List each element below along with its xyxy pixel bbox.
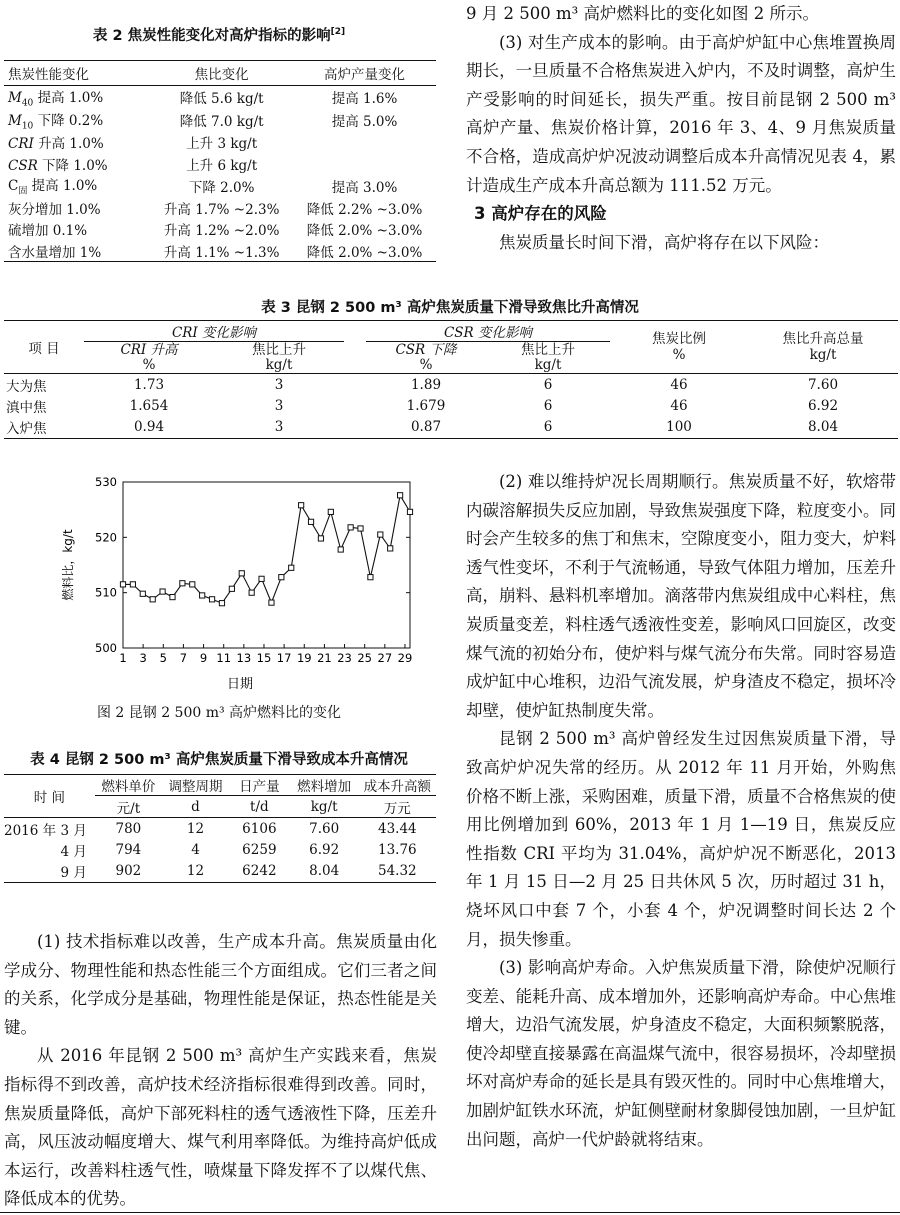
chart-xtick-label: 7: [179, 651, 188, 665]
table3-cell-csr: 0.87: [410, 419, 442, 435]
table3-cell-cri: 1.654: [129, 397, 169, 414]
table3-cell-csr: 1.89: [410, 376, 442, 393]
table3-cell-c1: 3: [274, 376, 284, 393]
chart-data-point: [249, 590, 254, 595]
chart-data-point: [140, 591, 145, 596]
chart-ytick-label: 520: [95, 530, 117, 545]
chart-ytick-label: 530: [95, 475, 117, 489]
table3-cell-total: 8.04: [807, 419, 839, 435]
chart-data-point: [150, 597, 155, 602]
table2-cell-coke: 升高 1.1% ~1.3%: [163, 244, 280, 261]
page-bottom-rule: [0, 1212, 900, 1213]
table2-cell-prop: 硫增加 0.1%: [8, 223, 88, 240]
table3-row: [4, 374, 898, 396]
chart-data-point: [388, 546, 393, 551]
table3-header-coke1: 焦比上升 kg/t: [252, 341, 306, 373]
table3-cell-name: 大为焦: [6, 378, 47, 395]
chart-data-point: [170, 594, 175, 599]
table2-cell-output: 降低 2.2% ~3.0%: [306, 201, 423, 218]
chart-data-point: [378, 532, 383, 537]
table2-cell-prop: CSR 下降 1.0%: [8, 157, 108, 174]
chart-data-point: [229, 586, 234, 591]
chart-data-point: [358, 526, 363, 531]
chart-data-point: [338, 547, 343, 552]
table3-header-cri: CRI 升高 %: [120, 341, 178, 373]
figure2-caption: 图 2 昆钢 2 500 m³ 高炉燃料比的变化: [96, 705, 342, 721]
table2-cell-output: 提高 1.6%: [331, 91, 398, 108]
left-bottom-p1: (1) 技术指标难以改善，生产成本升高。焦炭质量由化学成分、物理性能和热态性能三个方面组成。它们三者之间的关系，化学成分是基础，物理性能是保证，热态性能是关键。: [4, 932, 437, 1037]
chart-ylabel: 燃料比，kg/t: [61, 529, 75, 601]
table2-cell-coke: 降低 7.0 kg/t: [179, 114, 264, 131]
right-top-text: [466, 0, 896, 257]
chart-data-point: [289, 565, 294, 570]
table4-header-time: 时 间: [4, 775, 95, 818]
table4-cell-fuel: 7.60: [309, 820, 340, 837]
table2-row: [4, 174, 436, 197]
chart-data-point: [180, 581, 185, 586]
table3-cell-c2: 6: [543, 376, 553, 393]
section-heading: 3 高炉存在的风险: [474, 204, 607, 224]
table2: [4, 60, 436, 262]
table3-header-total: 焦比升高总量 kg/t: [748, 321, 898, 374]
right-bottom-text: [466, 468, 896, 1154]
table3-row: [4, 417, 898, 439]
chart-data-point: [200, 593, 205, 598]
chart-data-point: [299, 503, 304, 508]
table4-cell-time: 2016 年 3 月: [4, 822, 87, 839]
table2-caption: 表 2 焦炭性能变化对高炉指标的影响[2]: [92, 27, 346, 44]
table4-row: [4, 818, 436, 840]
table4-cell-period: 12: [186, 863, 205, 879]
chart-xtick-label: 3: [139, 651, 147, 665]
table3-cell-total: 7.60: [807, 376, 839, 393]
table4-cell-period: 4: [191, 841, 200, 858]
chart-xtick-label: 15: [256, 651, 272, 665]
table2-cell-prop: $M_{40}$ 提高 1.0%: [8, 90, 104, 109]
chart-data-point: [348, 525, 353, 530]
table3: [4, 320, 898, 439]
table2-row: [4, 197, 436, 219]
table4-header-period: 调整周期: [168, 779, 223, 795]
chart-xtick-label: 11: [216, 651, 232, 665]
table4-unit-cost: 万元: [359, 796, 436, 818]
table2-row: [4, 240, 436, 262]
chart-data-point: [130, 582, 135, 587]
table4: [4, 774, 436, 883]
table2-cell-coke: 降低 5.6 kg/t: [179, 91, 264, 108]
table2-cell-coke: 上升 3 kg/t: [186, 136, 258, 153]
table4-cell-fuel: 8.04: [309, 863, 340, 879]
table3-cell-cri: 0.94: [133, 419, 165, 435]
figure2-chart: [20, 470, 430, 700]
table3-group-csr: CSR 变化影响: [366, 321, 610, 342]
chart-xtick-label: 9: [199, 651, 208, 665]
table4-header-price: 燃料单价: [101, 779, 156, 795]
chart-data-point: [259, 576, 264, 581]
table3-cell-total: 6.92: [807, 397, 839, 414]
table3-header-item: 项 目: [4, 321, 84, 374]
chart-data-point: [219, 601, 224, 606]
chart-data-point: [209, 597, 214, 602]
table2-row: [4, 109, 436, 132]
table2-row: [4, 219, 436, 241]
left-bottom-p2: 从 2016 年昆钢 2 500 m³ 高炉生产实践来看，焦炭指标得不到改善，高炉技术经济指标很难得到改善。同时，焦炭质量降低，高炉下部死料柱的透气透液性下降，压差升高，风压波动幅度增大、煤气利用率降低。为维持高炉低成本运行，改善料柱透气性，喷煤量下降发挥不了以煤代焦、降低成本的优势。: [4, 1046, 437, 1209]
table2-cell-output: 提高 5.0%: [331, 114, 398, 131]
right-top-line1: 9 月 2 500 m³ 高炉燃料比的变化如图 2 所示。: [466, 4, 819, 23]
table3-cell-ratio: 46: [670, 397, 688, 414]
chart-data-point: [160, 589, 165, 594]
right-top-para3: (3) 对生产成本的影响。由于高炉炉缸中心焦堆置换周期长，一旦质量不合格焦炭进入炉内，不及时调整，高炉生产受影响的时间延长，损失严重。按目前昆钢 2 500 m³ 高炉产量、焦炭价格计算，2016 年 3、4、9 月焦炭质量不合格，造成高炉炉况波动调整后成本升高情况见表 4，累计造成生产成本升高总额为 111.52 万元。: [466, 32, 896, 195]
table4-cell-daily: 6106: [242, 820, 277, 837]
table2-cell-output: 降低 2.0% ~3.0%: [306, 223, 423, 240]
table4-cell-period: 12: [186, 820, 205, 837]
right-bottom-p2: (2) 难以维持炉况长周期顺行。焦炭质量不好，软熔带内碳溶解损失反应加剧，导致焦炭强度下降，粒度变小。同时会产生较多的焦丁和焦末，空隙度变小，阻力变大，炉料透气性变坏，不利于气流畅通，导致气体阻力增加，压差升高，崩料、悬料机率增加。滴落带内焦炭组成中心料柱，焦炭质量变差，料柱透气透液性变差，影响风口回旋区，改变煤气流的初始分布，使炉料与煤气流分布失常。同时容易造成炉缸中心堆积，边沿气流发展，炉身渣皮不稳定，损坏冷却壁，使炉缸热制度失常。: [466, 472, 896, 720]
table2-row: [4, 131, 436, 153]
table4-header-cost: 成本升高额: [363, 779, 432, 795]
table3-cell-csr: 1.679: [406, 397, 446, 414]
table3-row: [4, 395, 898, 417]
chart-data-point: [368, 575, 373, 580]
table2-cell-coke: 升高 1.2% ~2.0%: [163, 223, 280, 240]
chart-data-point: [308, 519, 313, 524]
table2-header-output: 高炉产量变化: [324, 67, 406, 83]
left-bottom-text: [4, 928, 437, 1214]
table3-group-cri: CRI 变化影响: [84, 321, 344, 342]
table4-cell-cost: 54.32: [377, 863, 417, 879]
chart-data-point: [269, 600, 274, 605]
table2-cell-coke: 下降 2.0%: [188, 179, 255, 196]
table3-cell-ratio: 100: [666, 419, 692, 435]
table3-cell-c1: 3: [274, 419, 284, 435]
chart-data-point: [120, 582, 125, 587]
table4-header-fuel: 燃料增加: [297, 779, 352, 795]
table4-header-daily: 日产量: [239, 779, 280, 795]
chart-xtick-label: 21: [317, 651, 332, 665]
table4-unit-fuel: kg/t: [290, 796, 359, 818]
table3-cell-cri: 1.73: [133, 376, 165, 393]
table4-unit-period: d: [162, 796, 229, 818]
table3-cell-c2: 6: [543, 419, 553, 435]
table2-header-coke: 焦比变化: [194, 67, 249, 83]
table2-header-prop: 焦炭性能变化: [8, 67, 89, 83]
table2-row: [4, 153, 436, 175]
table2-cell-output: 降低 2.0% ~3.0%: [306, 244, 423, 261]
table2-cell-output: [293, 131, 436, 153]
table4-cell-daily: 6259: [242, 841, 277, 858]
chart-data-point: [239, 571, 244, 576]
chart-xtick-label: 27: [377, 651, 393, 665]
table3-cell-ratio: 46: [670, 376, 688, 393]
table4-unit-price: 元/t: [95, 796, 162, 818]
table2-cell-coke: 上升 6 kg/t: [186, 157, 258, 174]
chart-xtick-label: 5: [159, 651, 167, 665]
chart-data-point: [279, 575, 284, 580]
chart-data-point: [328, 509, 333, 514]
table4-row: [4, 839, 436, 861]
right-top-intro: 焦炭质量长时间下滑，高炉将存在以下风险：: [499, 232, 829, 252]
right-bottom-p4: (3) 影响高炉寿命。入炉焦炭质量下滑，除使炉况顺行变差、能耗升高、成本增加外，还影响高炉寿命。中心焦堆增大，边沿气流发展，炉身渣皮不稳定，大面积频繁脱落，使冷却壁直接暴露在高温煤气流中，很容易损坏，冷却壁损坏对高炉寿命的延长是具有毁灭性的。同时中心焦堆增大，加剧炉缸铁水环流，炉缸侧壁耐材象脚侵蚀加剧，一旦炉缸出问题，高炉一代炉龄就将结束。: [466, 958, 896, 1149]
table4-cell-price: 780: [115, 820, 142, 837]
chart-series-line: [123, 495, 410, 603]
right-bottom-p3: 昆钢 2 500 m³ 高炉曾经发生过因焦炭质量下滑，导致高炉炉况失常的经历。从 2012 年 11 月开始，外购焦价格不断上涨，采购困难，质量下滑，质量不合格焦炭的使用比例增加到 60%，2013 年 1 月 1—19 日，焦炭反应性指数 CRI 平均为 31.04%，高炉炉况不断恶化，2013 年 1 月 15 日—2 月 25 日共休风 5 次，历时超过 31 h，烧坏风口中套 7 个，小套 4 个，炉况调整时间长达 2 个月，损失惨重。: [466, 729, 896, 949]
table4-cell-time: 4 月: [60, 843, 87, 860]
table3-header-coke2: 焦比上升 kg/t: [521, 341, 575, 373]
table4-cell-fuel: 6.92: [309, 841, 340, 858]
table2-cell-prop: CRI 升高 1.0%: [8, 136, 104, 153]
table4-cell-cost: 13.76: [377, 841, 417, 858]
table3-caption: 表 3 昆钢 2 500 m³ 高炉焦炭质量下滑导致焦比升高情况: [261, 300, 639, 316]
chart-data-point: [190, 582, 195, 587]
table2-cell-output: 提高 3.0%: [331, 179, 398, 196]
table4-unit-daily: t/d: [229, 796, 290, 818]
table3-cell-c1: 3: [274, 397, 284, 414]
table4-cell-price: 902: [115, 863, 142, 879]
chart-ytick-label: 500: [95, 641, 117, 655]
table2-cell-coke: 升高 1.7% ~2.3%: [163, 201, 280, 218]
table2-cell-output: [293, 153, 436, 175]
chart-ytick-label: 510: [95, 585, 117, 600]
chart-xtick-label: 25: [357, 651, 373, 665]
chart-xtick-label: 17: [276, 651, 292, 665]
chart-data-point: [398, 493, 403, 498]
chart-xlabel: 日期: [226, 677, 254, 692]
table2-cell-prop: 含水量增加 1%: [8, 244, 102, 261]
chart-xtick-label: 13: [236, 651, 252, 665]
table3-cell-name: 入炉焦: [6, 421, 47, 437]
table3-cell-c2: 6: [543, 397, 553, 414]
table4-cell-daily: 6242: [242, 863, 277, 879]
table2-cell-prop: 灰分增加 1.0%: [8, 201, 101, 218]
chart-xtick-label: 29: [397, 651, 413, 665]
chart-xtick-label: 23: [337, 651, 352, 665]
chart-data-point: [407, 509, 412, 514]
table4-row: [4, 861, 436, 883]
chart-plot-frame: [123, 482, 410, 648]
chart-xtick-label: 19: [296, 651, 312, 665]
table4-caption: 表 4 昆钢 2 500 m³ 高炉焦炭质量下滑导致成本升高情况: [30, 752, 408, 768]
table2-row: [4, 86, 436, 109]
table4-cell-cost: 43.44: [377, 820, 417, 837]
table4-cell-price: 794: [115, 841, 142, 858]
table2-cell-prop: $C_固$ 提高 1.0%: [8, 178, 98, 198]
table3-header-ratio: 焦炭比例 %: [610, 321, 748, 374]
table3-header-csr: CSR 下降 %: [395, 341, 457, 373]
table2-cell-prop: $M_{10}$ 下降 0.2%: [8, 112, 104, 132]
table3-cell-name: 滇中焦: [6, 399, 47, 416]
table4-cell-time: 9 月: [60, 865, 87, 881]
chart-data-point: [318, 536, 323, 541]
chart-xtick-label: 1: [119, 651, 127, 665]
